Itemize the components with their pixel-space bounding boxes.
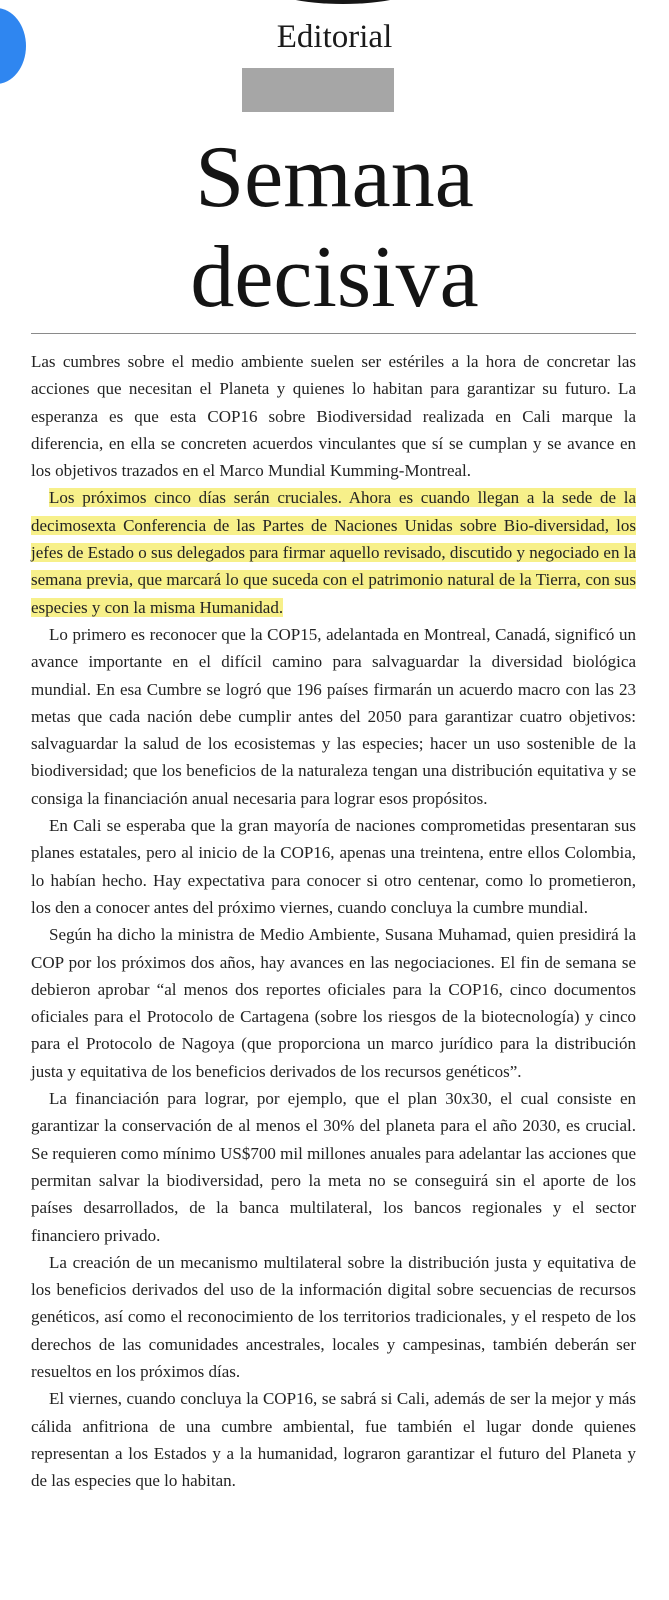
paragraph-text: Según ha dicho la ministra de Medio Ambiente, Susana Muhamad, quien presidirá la COP por los próximos dos años, hay avances en las negociaciones. El fin de semana se debieron aprobar “al menos dos reportes oficiales para la COP16, cinco documentos oficiales para el Protocolo de Cartagena (sobre los riesgos de la biotecnología) y cinco para el Protocolo de Nagoya (que proporciona un marco jurídico para la distribución justa y equitativa de los beneficios derivados de los recursos genéticos”. [31, 925, 636, 1081]
paragraph-text: La creación de un mecanismo multilateral sobre la distribución justa y equitativa de los beneficios derivados del uso de la información digital sobre secuencias de recursos genéticos, así como el reconocimiento de los territorios tradicionales, y el respeto de los derechos de las comunidades ancestrales, locales y campesinas, también deberán ser resueltos en los próximos días. [31, 1252, 636, 1381]
paragraph-text: La financiación para lograr, por ejemplo, que el plan 30x30, el cual consiste en garantizar la conservación de al menos el 30% del planeta para el año 2030, es crucial. Se requieren como mínimo US$700 mil millones anuales para adelantar las acciones que permitan salvar la biodiversidad, pero la meta no se conseguirá sin el aporte de los países desarrollados, de la banca multilateral, los bancos regionales y el sector financiero privado. [31, 1089, 636, 1245]
photo-edge-decoration [268, 0, 418, 4]
headline-line-1: Semana [195, 129, 474, 226]
paragraph-5 [31, 921, 636, 1085]
paragraph-1 [31, 348, 636, 484]
paragraph-text: El viernes, cuando concluya la COP16, se sabrá si Cali, además de ser la mejor y más cálida anfitriona de una cumbre ambiental, fue también el lugar donde quienes representan a los Estados y a la humanidad, lograron garantizar el futuro del Planeta y de las especies que lo habitan. [31, 1389, 636, 1491]
headline [0, 128, 669, 328]
paragraph-text: Lo primero es reconocer que la COP15, adelantada en Montreal, Canadá, significó un avance importante en el difícil camino para salvaguardar la diversidad biológica mundial. En esa Cumbre se logró que 196 países firmarán un acuerdo macro con las 23 metas que cada nación debe cumplir antes del 2050 para garantizar cuatro objetivos: salvaguardar la salud de los ecosistemas y las especies; hacer un uso sostenible de la biodiversidad; que los beneficios de la naturaleza tengan una distribución equitativa y se consiga la financiación anual necesaria para lograr esos propósitos. [31, 624, 636, 808]
highlighted-text: Los próximos cinco días serán cruciales. Ahora es cuando llegan a la sede de la decimosexta Conferencia de las Partes de Naciones Unidas sobre Bio-diversidad, los jefes de Estado o sus delegados para firmar aquello revisado, discutido y negociado en la semana previa, que marcará lo que suceda con el patrimonio natural de la Tierra, con sus especies y con la misma Humanidad. [31, 488, 636, 617]
section-label: Editorial [276, 19, 393, 55]
paragraph-2-highlighted [31, 484, 636, 620]
redacted-byline [242, 68, 394, 112]
paragraph-6 [31, 1085, 636, 1249]
paragraph-text: Las cumbres sobre el medio ambiente suelen ser estériles a la hora de concretar las acciones que necesitan el Planeta y quienes lo habitan para garantizar su futuro. La esperanza es que esta COP16 sobre Biodiversidad realizada en Cali marque la diferencia, en ella se concreten acuerdos vinculantes que sí se cumplan y se avance en los objetivos trazados en el Marco Mundial Kumming-Montreal. [31, 352, 636, 481]
paragraph-3 [31, 621, 636, 812]
paragraph-8 [31, 1385, 636, 1494]
paragraph-4 [31, 812, 636, 921]
paragraph-7 [31, 1249, 636, 1385]
headline-rule [31, 333, 636, 334]
article-body [31, 348, 636, 1494]
paragraph-text: En Cali se esperaba que la gran mayoría de naciones comprometidas presentaran sus planes estatales, pero al inicio de la COP16, apenas una treintena, entre ellos Colombia, lo habían hecho. Hay expectativa para conocer si otro centenar, como lo prometieron, los den a conocer antes del próximo viernes, cuando concluya la cumbre mundial. [31, 816, 636, 917]
headline-line-2: decisiva [190, 229, 479, 326]
